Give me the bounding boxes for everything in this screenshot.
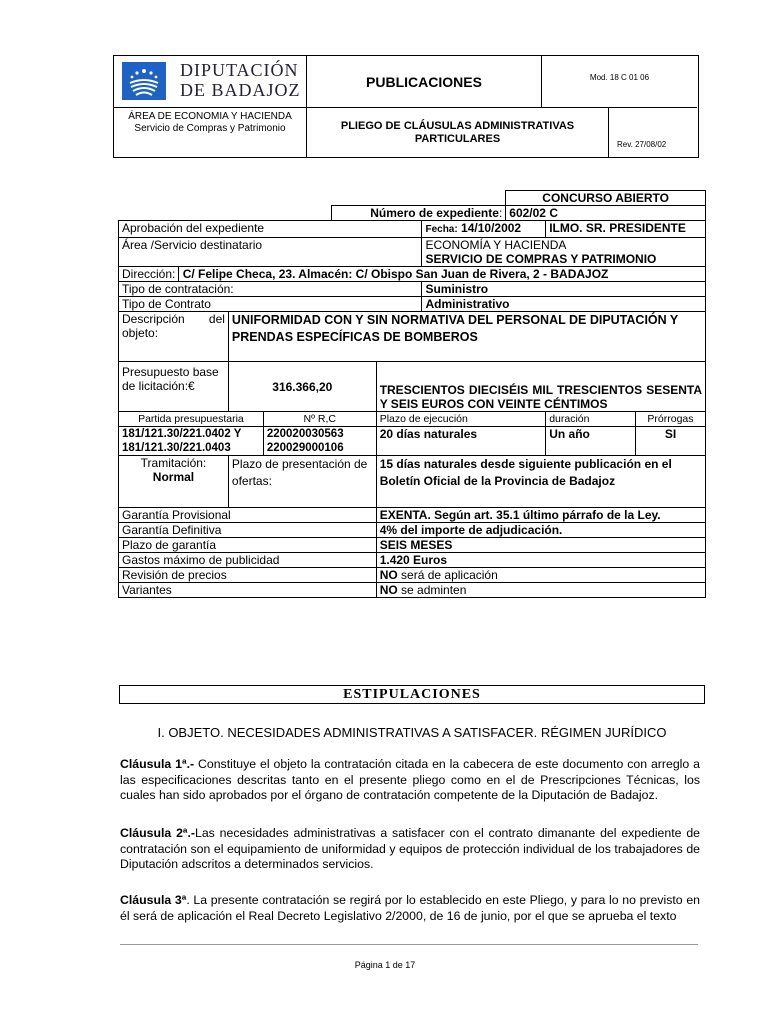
gastos-value: 1.420 Euros: [376, 553, 705, 568]
partida-value: 181/121.30/221.0402 Y 181/121.30/221.0403: [119, 427, 264, 456]
clausula-2: [120, 826, 700, 873]
garantia-provisional-value: EXENTA. Según art. 35.1 último párrafo de la Ley.: [376, 508, 705, 523]
nrc-header: Nº R,C: [263, 412, 376, 427]
area-value: ECONOMÍA Y HACIENDA SERVICIO DE COMPRAS Y PATRIMONIO: [422, 238, 706, 267]
area-block: [114, 108, 307, 157]
page-number: Página 1 de 17: [354, 960, 416, 970]
pliego-title: PLIEGO DE CLÁUSULAS ADMINISTRATIVAS PARTICULARES: [340, 120, 575, 145]
partida-header: Partida presupuestaria: [119, 412, 264, 427]
diputacion-logo-icon: [122, 62, 166, 100]
mod-cell: [542, 56, 697, 108]
clausula-1-label: Cláusula 1ª.-: [120, 757, 195, 771]
table-row: [119, 238, 706, 267]
table-row: [119, 568, 706, 583]
fecha-cell: Fecha: 14/10/2002: [422, 221, 546, 238]
expediente-number: 602/02 C: [506, 206, 706, 221]
rev-cell: [609, 108, 697, 157]
logo-block: [114, 56, 307, 108]
nrc-value: 220020030563 220029000106: [263, 427, 376, 456]
gastos-label: Gastos máximo de publicidad: [119, 553, 377, 568]
garantia-provisional-label: Garantía Provisional: [119, 508, 377, 523]
publicaciones-title: PUBLICACIONES: [366, 74, 482, 90]
expediente-table: [118, 190, 706, 598]
presupuesto-value: 316.366,20: [228, 362, 376, 412]
direccion-cell: Dirección: C/ Felipe Checa, 23. Almacén: C/ Obispo San Juan de Rivera, 2 - BADAJOZ: [119, 267, 706, 282]
clausula-2-label: Cláusula 2ª.-: [120, 826, 195, 840]
descripcion-value: UNIFORMIDAD CON Y SIN NORMATIVA DEL PERSONAL DE DIPUTACIÓN Y PRENDAS ESPECÍFICAS DE BOMBEROS: [228, 312, 705, 362]
concurso-type: CONCURSO ABIERTO: [506, 191, 706, 206]
prorrogas-header: Prórrogas: [635, 412, 705, 427]
area-name: ÁREA DE ECONOMIA Y HACIENDA: [128, 111, 292, 122]
tipo-contrato-label: Tipo de Contrato: [119, 297, 422, 312]
table-row: [119, 312, 706, 362]
tramitacion-cell: Tramitación: Normal: [119, 456, 229, 508]
clausula-1-text: Constituye el objeto la contratación citada en la cabecera de este documento con arreglo a las especificaciones descritas tanto en el presente pliego como en el de Prescripciones Técnicas, los cuales han sido aprobados por el órgano de contratación competente de la Diputación de Badajoz.: [120, 757, 700, 802]
table-row: [119, 508, 706, 523]
duracion-header: duración: [546, 412, 636, 427]
tipo-contratacion-value: Suministro: [422, 282, 706, 297]
revision-label: Revisión de precios: [119, 568, 377, 583]
clausula-3-label: Cláusula 3ª: [120, 893, 187, 907]
footer-divider: [120, 944, 698, 945]
table-row: [119, 297, 706, 312]
descripcion-label: Descripción del objeto:: [119, 312, 229, 362]
logo-text-line2: DE BADAJOZ: [180, 80, 301, 100]
table-row: [119, 427, 706, 456]
table-row: [119, 553, 706, 568]
mod-code: Mod. 18 C 01 06: [589, 73, 650, 82]
table-row: [119, 206, 706, 221]
tipo-contrato-value: Administrativo: [422, 297, 706, 312]
aprobacion-label: Aprobación del expediente: [119, 221, 422, 238]
table-row: [119, 362, 706, 412]
table-row: [119, 456, 706, 508]
plazo-ejecucion-value: 20 días naturales: [376, 427, 546, 456]
logo-text-line1: DIPUTACIÓN: [180, 60, 299, 80]
garantia-definitiva-label: Garantía Definitiva: [119, 523, 377, 538]
presupuesto-label: Presupuesto base de licitación:€: [119, 362, 229, 412]
clausula-2-text: Las necesidades administrativas a satisfacer con el contrato dimanante del expediente de contratación son el equipamiento de uniformidad y equipos de protección individual de los trabajadores de Diputación adscritos a determinados servicios.: [120, 826, 700, 871]
revision-value: NO será de aplicación: [376, 568, 705, 583]
garantia-definitiva-value: 4% del importe de adjudicación.: [376, 523, 705, 538]
estipulaciones-heading: ESTIPULACIONES: [119, 685, 705, 704]
revision-date: Rev. 27/08/02: [617, 140, 667, 149]
plazo-garantia-value: SEIS MESES: [376, 538, 705, 553]
tipo-contratacion-label: Tipo de contratación:: [119, 282, 422, 297]
prorrogas-value: SI: [635, 427, 705, 456]
section-title: I. OBJETO. NECESIDADES ADMINISTRATIVAS A SATISFACER. RÉGIMEN JURÍDICO: [157, 725, 667, 740]
clausula-1: [120, 757, 700, 804]
table-row: [119, 282, 706, 297]
duracion-value: Un año: [546, 427, 636, 456]
clausula-3: [120, 893, 700, 924]
plazo-ejecucion-header: Plazo de ejecución: [376, 412, 546, 427]
document-header: [113, 55, 699, 158]
pliego-cell: [307, 108, 609, 157]
publicaciones-cell: [307, 56, 542, 108]
table-row: [119, 267, 706, 282]
service-name: Servicio de Compras y Patrimonio: [134, 123, 286, 134]
area-label: Área /Servicio destinatario: [119, 238, 422, 267]
clausula-3-text: . La presente contratación se regirá por lo establecido en este Pliego, y para lo no previsto en él será de aplicación el Real Decreto Legislativo 2/2000, de 16 de junio, por el que se aprueba el texto: [120, 893, 701, 923]
variantes-value: NO se adminten: [376, 583, 705, 598]
table-row: [119, 583, 706, 598]
table-row: [119, 191, 706, 206]
expediente-label: Número de expediente:: [331, 206, 506, 221]
plazo-presentacion-value: 15 días naturales desde siguiente publicación en el Boletín Oficial de la Provincia de Badajoz: [376, 456, 705, 508]
variantes-label: Variantes: [119, 583, 377, 598]
aprobacion-value: ILMO. SR. PRESIDENTE: [546, 221, 706, 238]
plazo-presentacion-label: Plazo de presentación de ofertas:: [228, 456, 376, 508]
table-row: [119, 538, 706, 553]
table-row: [119, 412, 706, 427]
table-row: [119, 523, 706, 538]
presupuesto-letras: TRESCIENTOS DIECISÉIS MIL TRESCIENTOS SESENTA Y SEIS EUROS CON VEINTE CÉNTIMOS: [376, 362, 705, 412]
plazo-garantia-label: Plazo de garantía: [119, 538, 377, 553]
table-row: [119, 221, 706, 238]
